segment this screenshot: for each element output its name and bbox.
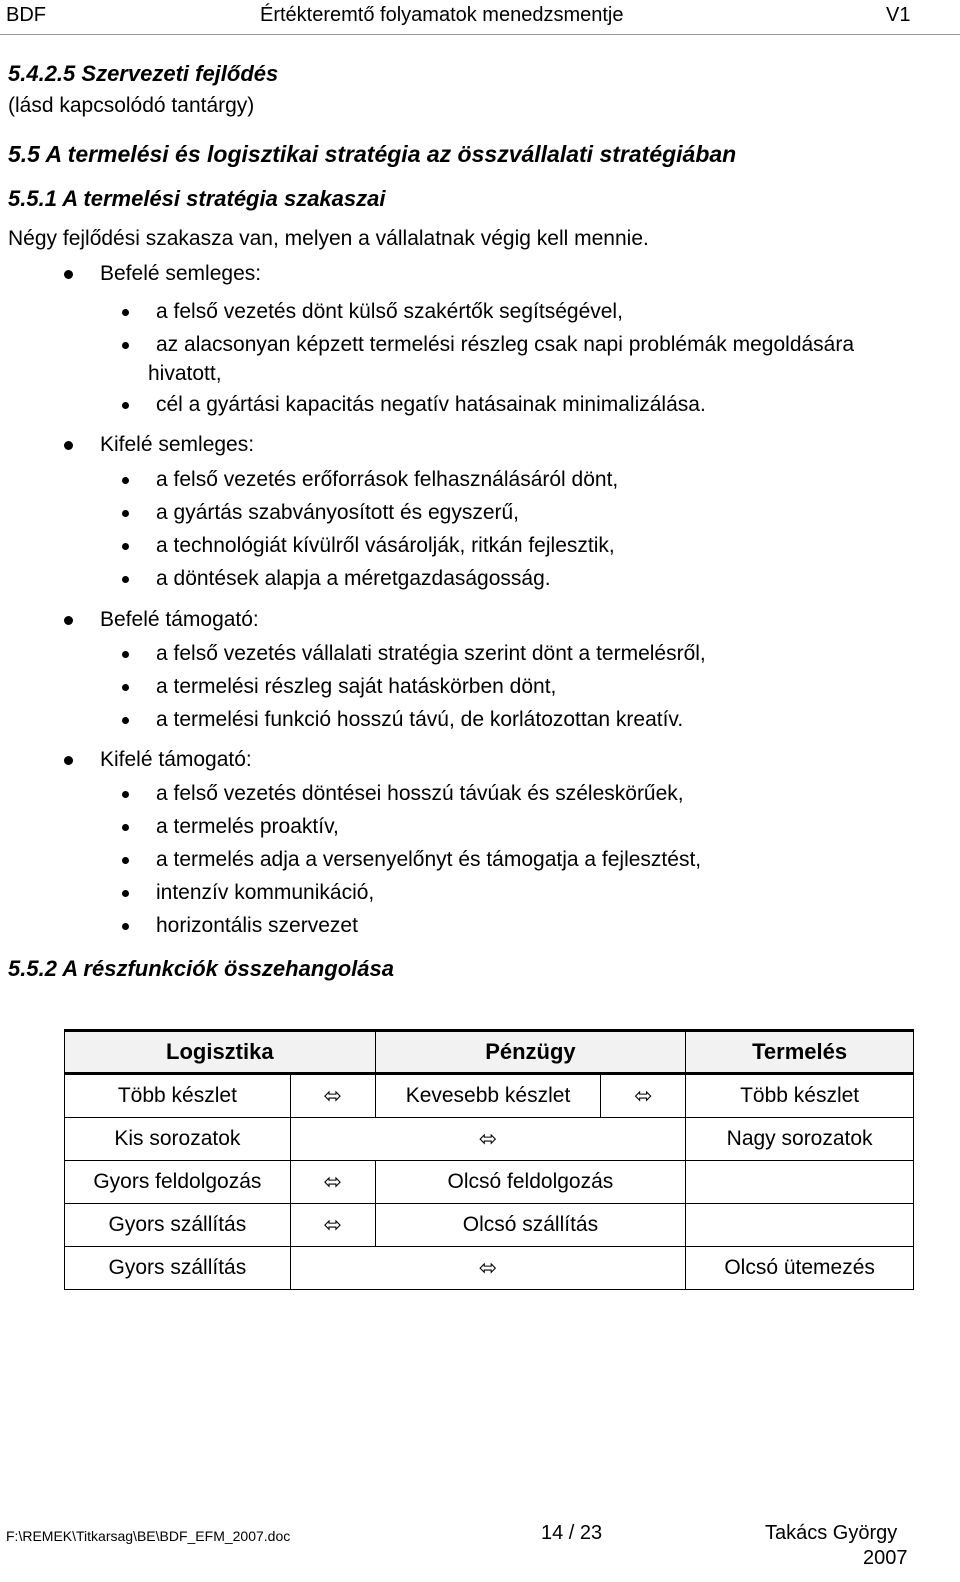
list-item: a felső vezetés erőforrások felhasználásáról dönt, (156, 468, 619, 491)
column-header: Pénzügy (375, 1031, 686, 1074)
bullet-icon (122, 342, 129, 349)
heading-5-5: 5.5 A termelési és logisztikai stratégia az összvállalati stratégiában (8, 141, 737, 167)
coordination-table (64, 1029, 914, 1290)
stage-title: Kifelé támogató: (100, 748, 252, 771)
reference-note: (lásd kapcsolódó tantárgy) (8, 94, 255, 117)
table-row (65, 1118, 914, 1161)
table-cell-empty (686, 1161, 914, 1204)
bullet-icon (64, 616, 73, 625)
header-divider (0, 34, 960, 35)
bullet-icon (122, 890, 129, 897)
table-cell: Olcsó feldolgozás (375, 1161, 686, 1204)
bullet-icon (122, 576, 129, 583)
table-cell: Nagy sorozatok (686, 1118, 914, 1161)
table-cell: Olcsó ütemezés (686, 1247, 914, 1290)
list-item: intenzív kommunikáció, (156, 881, 375, 904)
bullet-icon (122, 309, 129, 316)
list-item: a termelési funkció hosszú távú, de korlátozottan kreatív. (156, 708, 684, 731)
table-header-row (65, 1031, 914, 1074)
stage-title: Befelé támogató: (100, 608, 259, 631)
heading-5-4-2-5: 5.4.2.5 Szervezeti fejlődés (8, 61, 279, 86)
table-cell: Több készlet (686, 1074, 914, 1118)
double-arrow-icon: ⬄ (290, 1161, 375, 1204)
bullet-icon (122, 923, 129, 930)
list-item: a termelés proaktív, (156, 815, 339, 838)
bullet-icon (122, 717, 129, 724)
table-cell: Több készlet (65, 1074, 291, 1118)
table-cell: Olcsó szállítás (375, 1204, 686, 1247)
list-item: a termelési részleg saját hatáskörben dönt, (156, 675, 557, 698)
bullet-icon (64, 270, 73, 279)
bullet-icon (122, 791, 129, 798)
double-arrow-icon: ⬄ (290, 1204, 375, 1247)
header-left: BDF (6, 4, 46, 26)
double-arrow-icon: ⬄ (601, 1074, 686, 1118)
list-item: cél a gyártási kapacitás negatív hatásainak minimalizálása. (156, 393, 706, 416)
column-header: Logisztika (65, 1031, 376, 1074)
bullet-icon (122, 510, 129, 517)
list-item: horizontális szervezet (156, 914, 358, 937)
footer-file-path: F:\REMEK\Titkarsag\BE\BDF_EFM_2007.doc (6, 1528, 291, 1544)
table-row (65, 1074, 914, 1118)
bullet-icon (122, 651, 129, 658)
intro-paragraph: Négy fejlődési szakasza van, melyen a vállalatnak végig kell mennie. (8, 227, 649, 250)
list-item: a felső vezetés dönt külső szakértők segítségével, (156, 300, 623, 323)
table-cell: Gyors szállítás (65, 1247, 291, 1290)
table-cell: Kevesebb készlet (375, 1074, 601, 1118)
footer-page-number: 14 / 23 (541, 1522, 603, 1544)
double-arrow-icon: ⬄ (290, 1118, 685, 1161)
list-item: a felső vezetés döntései hosszú távúak és széleskörűek, (156, 782, 684, 805)
list-item: a gyártás szabványosított és egyszerű, (156, 501, 520, 524)
list-item: a felső vezetés vállalati stratégia szerint dönt a termelésről, (156, 642, 706, 665)
list-item: a technológiát kívülről vásárolják, ritkán fejlesztik, (156, 534, 615, 557)
bullet-icon (122, 477, 129, 484)
double-arrow-icon: ⬄ (290, 1247, 685, 1290)
table-row (65, 1247, 914, 1290)
bullet-icon (122, 402, 129, 409)
column-header: Termelés (686, 1031, 914, 1074)
list-item: a termelés adja a versenyelőnyt és támogatja a fejlesztést, (156, 848, 702, 871)
table-cell-empty (686, 1204, 914, 1247)
table-cell: Gyors feldolgozás (65, 1161, 291, 1204)
bullet-icon (122, 857, 129, 864)
bullet-icon (122, 543, 129, 550)
stage-title: Kifelé semleges: (100, 433, 255, 456)
list-item: a döntések alapja a méretgazdaságosság. (156, 567, 551, 590)
footer-year: 2007 (863, 1547, 908, 1569)
stage-title: Befelé semleges: (100, 262, 262, 285)
header-title: Értékteremtő folyamatok menedzsmentje (260, 4, 624, 26)
list-item-continuation: hivatott, (148, 362, 222, 385)
table-row (65, 1161, 914, 1204)
table-cell: Gyors szállítás (65, 1204, 291, 1247)
heading-5-5-2: 5.5.2 A részfunkciók összehangolása (8, 956, 394, 981)
bullet-icon (64, 756, 73, 765)
bullet-icon (64, 441, 73, 450)
bullet-icon (122, 684, 129, 691)
table-cell: Kis sorozatok (65, 1118, 291, 1161)
header-version: V1 (886, 4, 911, 26)
double-arrow-icon: ⬄ (290, 1074, 375, 1118)
bullet-icon (122, 824, 129, 831)
heading-5-5-1: 5.5.1 A termelési stratégia szakaszai (8, 186, 386, 211)
footer-author: Takács György (765, 1522, 898, 1544)
list-item: az alacsonyan képzett termelési részleg csak napi problémák megoldására (156, 333, 855, 356)
table-row (65, 1204, 914, 1247)
